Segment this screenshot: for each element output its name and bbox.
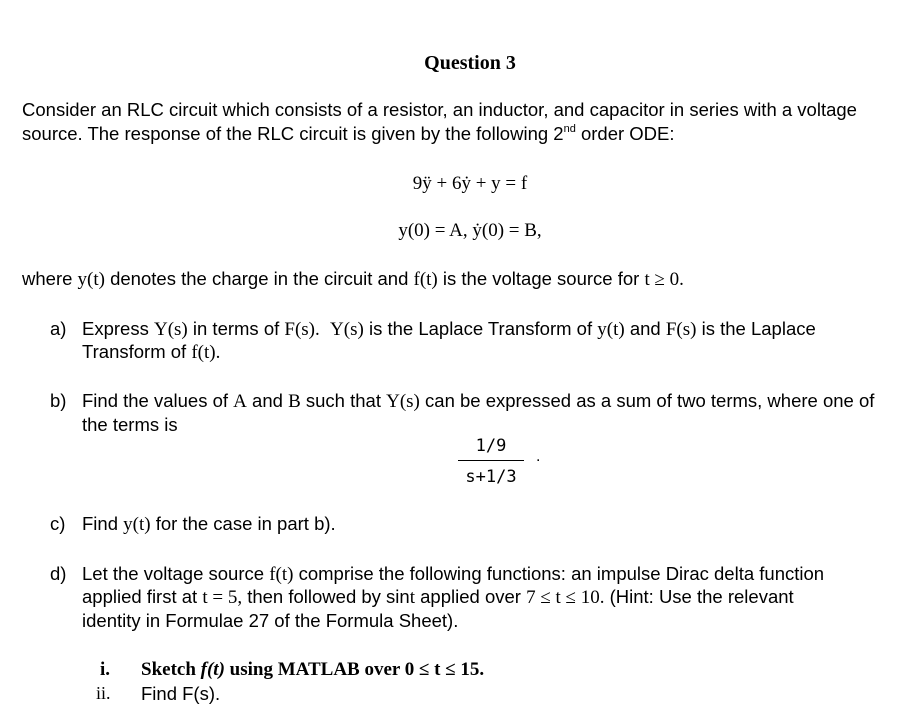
part-c-label: c) xyxy=(50,513,66,534)
subpart-i-label: i. xyxy=(100,659,111,680)
part-a-line-2 xyxy=(82,341,220,364)
part-d-line-1 xyxy=(82,563,824,586)
math-condition: t ≥ 0. xyxy=(644,269,684,290)
part-d-line-2 xyxy=(82,586,794,609)
text: then followed by sin xyxy=(242,586,410,607)
fraction-dot: . xyxy=(536,448,541,465)
math: y(t) xyxy=(123,514,151,535)
text: such that xyxy=(300,390,387,411)
initial-conditions: y(0) = A, ẏ(0) = B, xyxy=(398,220,542,241)
text: Sketch xyxy=(141,659,201,680)
math: A xyxy=(233,391,247,412)
text: in terms of xyxy=(187,318,285,339)
intro-line-1: Consider an RLC circuit which consists of a resistor, an inductor, and capacitor in series with a voltage xyxy=(22,99,857,120)
part-d-label: d) xyxy=(50,563,67,584)
math-yt: y(t) xyxy=(77,269,105,290)
text: for the case in part b). xyxy=(150,513,336,534)
part-a-line-1 xyxy=(82,318,816,341)
text: Express xyxy=(82,318,154,339)
text xyxy=(320,318,330,339)
math: F(s). xyxy=(284,319,320,340)
math: f(t). xyxy=(191,342,221,363)
math: Y(s) xyxy=(386,391,420,412)
subpart-i-text xyxy=(141,659,484,681)
math: Y(s) xyxy=(330,319,364,340)
where-text-mid: denotes the charge in the circuit and xyxy=(104,268,414,289)
text: Transform of xyxy=(82,341,192,362)
text: Let the voltage source xyxy=(82,563,270,584)
fraction-denominator: s+1/3 xyxy=(465,467,517,487)
math: B xyxy=(288,391,301,412)
part-b-line-1 xyxy=(82,390,874,413)
math: t = 5, xyxy=(202,587,243,608)
math: F(s) xyxy=(665,319,697,340)
text: applied first at xyxy=(82,586,203,607)
ode-equation: 9ÿ + 6ẏ + y = f xyxy=(412,173,528,194)
text: comprise the following functions: an impulse Dirac delta function xyxy=(293,563,825,584)
text: and xyxy=(246,390,289,411)
fraction xyxy=(458,436,524,487)
text: is the Laplace Transform of xyxy=(363,318,598,339)
math: t xyxy=(409,587,415,608)
text: Find the values of xyxy=(82,390,234,411)
text: is the Laplace xyxy=(696,318,816,339)
where-text: where xyxy=(22,268,78,289)
subpart-ii-text: Find F(s). xyxy=(141,683,221,704)
question-title: Question 3 xyxy=(424,52,516,74)
intro-text-end: order ODE: xyxy=(575,123,675,144)
ordinal-superscript: nd xyxy=(563,123,576,135)
math: y(t) xyxy=(597,319,625,340)
math: 7 ≤ t ≤ 10. xyxy=(526,587,605,608)
text: and xyxy=(624,318,666,339)
part-a-label: a) xyxy=(50,318,67,339)
math: Y(s) xyxy=(153,319,188,340)
intro-line-2 xyxy=(22,123,675,145)
math: 0 ≤ t ≤ 15. xyxy=(404,659,485,680)
math: f(t) xyxy=(269,564,294,585)
where-text-mid2: is the voltage source for xyxy=(437,268,645,289)
math-ft: f(t) xyxy=(413,269,438,290)
math: f(t) xyxy=(200,659,225,680)
fraction-numerator: 1/9 xyxy=(458,436,524,461)
part-c-line xyxy=(82,513,336,536)
part-b-line-2: the terms is xyxy=(82,414,178,435)
text: using MATLAB over xyxy=(224,659,405,680)
where-line xyxy=(22,268,684,291)
part-d-line-3: identity in Formulae 27 of the Formula Sheet). xyxy=(82,610,459,631)
text: Find xyxy=(82,513,124,534)
text: can be expressed as a sum of two terms, where one of xyxy=(419,390,875,411)
text: (Hint: Use the relevant xyxy=(604,586,794,607)
subpart-ii-label: ii. xyxy=(96,683,111,703)
intro-text: source. The response of the RLC circuit is given by the following 2 xyxy=(22,123,564,144)
text: applied over xyxy=(415,586,527,607)
part-b-label: b) xyxy=(50,390,67,411)
